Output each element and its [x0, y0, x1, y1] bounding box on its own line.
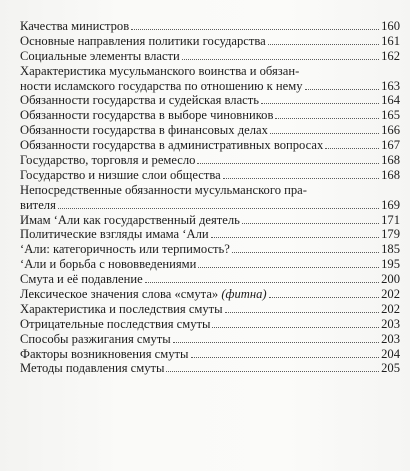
toc-leader — [242, 223, 379, 224]
toc-page: 185 — [381, 242, 400, 257]
toc-leader — [173, 342, 379, 343]
toc-leader — [198, 267, 379, 268]
toc-title-italic: (фитна) — [221, 287, 267, 302]
toc-page: 169 — [381, 197, 400, 212]
toc-page: 179 — [381, 227, 400, 242]
toc-page: 163 — [381, 78, 400, 93]
toc-entry — [20, 213, 400, 228]
toc-page: 161 — [381, 33, 400, 48]
toc-leader — [269, 297, 379, 298]
toc-title: Государство и низшие слои общества — [20, 167, 221, 182]
toc-page: 165 — [381, 108, 400, 123]
toc-page: 203 — [381, 331, 400, 346]
toc-title: ‘Али и борьба с нововведениями — [20, 257, 197, 272]
toc-entry — [20, 317, 400, 332]
toc-entry — [20, 168, 400, 183]
toc-entry — [20, 332, 400, 347]
toc-title: Основные направления политики государства — [20, 33, 266, 48]
toc-title: Политические взгляды имама ‘Али — [20, 227, 209, 242]
toc-entry — [20, 227, 400, 242]
toc-leader — [225, 312, 379, 313]
toc-page: 205 — [381, 361, 400, 376]
toc-entry — [20, 34, 400, 49]
toc-entry — [20, 138, 400, 153]
toc-leader — [166, 371, 379, 372]
toc-entry — [20, 257, 400, 272]
toc-title: Факторы возникновения смуты — [20, 346, 189, 361]
toc-entry — [20, 153, 400, 168]
toc-entry — [20, 302, 400, 317]
toc-leader — [197, 163, 379, 164]
toc-page: 200 — [381, 272, 400, 287]
toc-leader — [223, 178, 379, 179]
toc-leader — [212, 327, 379, 328]
toc-title: Характеристика и последствия смуты — [20, 301, 223, 316]
toc-entry — [20, 347, 400, 362]
toc-page: 164 — [381, 93, 400, 108]
toc-leader — [211, 237, 380, 238]
toc-entry — [20, 123, 400, 138]
toc-entry — [20, 108, 400, 123]
toc-page: 168 — [381, 167, 400, 182]
toc-leader — [275, 118, 379, 119]
toc-leader — [270, 133, 379, 134]
toc-title: Обязанности государства в финансовых делах — [20, 123, 268, 138]
toc-title: ‘Али: категоричность или терпимость? — [20, 242, 230, 257]
toc-title: ности исламского государства по отношению к нему — [20, 78, 303, 93]
toc-title: Социальные элементы власти — [20, 48, 180, 63]
toc-title: Обязанности государства и судейская власть — [20, 93, 260, 108]
toc-title-line1: Характеристика мусульманского воинства и обязан- — [20, 63, 300, 78]
toc-title: Отрицательные последствия смуты — [20, 316, 211, 331]
toc-title: Имам ‘Али как государственный деятель — [20, 212, 240, 227]
toc-page: 171 — [381, 212, 400, 227]
toc-entry — [20, 272, 400, 287]
toc-page: 203 — [381, 316, 400, 331]
toc-leader — [191, 357, 380, 358]
toc-leader — [182, 59, 379, 60]
toc-leader — [145, 282, 379, 283]
toc-entry-first-line — [20, 64, 400, 79]
toc-page: 162 — [381, 48, 400, 63]
toc-title: Смута и её подавление — [20, 272, 143, 287]
toc-entry — [20, 287, 400, 302]
toc-title-line1: Непосредственные обязанности мусульманского пра- — [20, 182, 307, 197]
toc-title: Качества министров — [20, 19, 130, 33]
table-of-contents — [20, 19, 400, 376]
toc-leader — [261, 103, 379, 104]
toc-leader — [131, 29, 379, 30]
toc-title: Государство, торговля и ремесло — [20, 153, 196, 168]
toc-leader — [325, 148, 379, 149]
toc-page: 166 — [381, 123, 400, 138]
toc-title-text: Лексическое значения слова «смута» — [20, 287, 222, 302]
toc-title: Обязанности государства в выборе чиновников — [20, 108, 274, 123]
toc-entry — [20, 198, 400, 213]
toc-page: 160 — [381, 19, 400, 33]
toc-title: Способы разжигания смуты — [20, 331, 171, 346]
toc-entry — [20, 19, 400, 34]
toc-entry — [20, 93, 400, 108]
toc-page: 202 — [381, 301, 400, 316]
toc-title: Методы подавления смуты — [20, 361, 165, 376]
toc-leader — [58, 208, 379, 209]
toc-entry — [20, 242, 400, 257]
toc-page: 204 — [381, 346, 400, 361]
toc-entry — [20, 79, 400, 94]
toc-entry — [20, 49, 400, 64]
toc-title — [20, 287, 267, 302]
toc-entry — [20, 361, 400, 376]
toc-title: Обязанности государства в административных вопросах — [20, 138, 324, 153]
toc-leader — [305, 89, 380, 90]
toc-page: 195 — [381, 257, 400, 272]
toc-page: 202 — [381, 287, 400, 302]
toc-entry-first-line — [20, 183, 400, 198]
toc-page: 168 — [381, 153, 400, 168]
toc-leader — [232, 252, 379, 253]
toc-page: 167 — [381, 138, 400, 153]
toc-title: вителя — [20, 197, 56, 212]
toc-leader — [268, 44, 379, 45]
